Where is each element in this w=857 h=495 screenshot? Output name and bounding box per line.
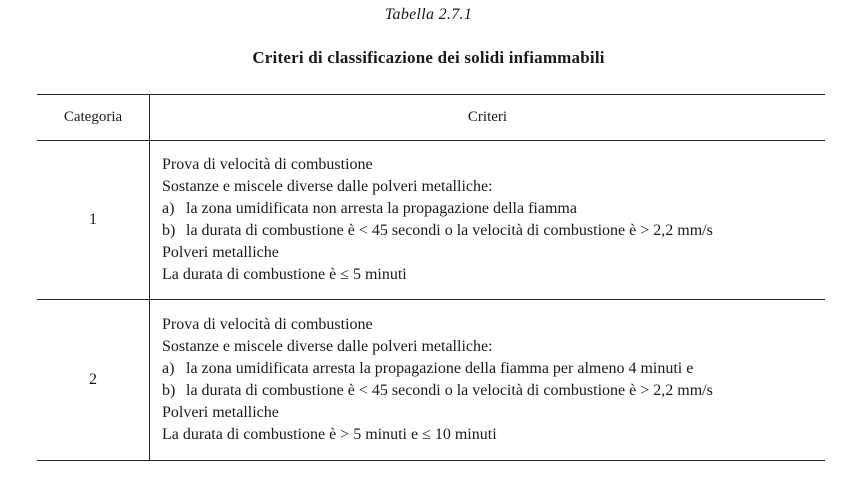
item-text: la zona umidificata arresta la propagazione della fiamma per almeno 4 minuti e bbox=[186, 360, 694, 377]
criteria-item-a bbox=[162, 358, 825, 380]
criteria-item-b bbox=[162, 220, 825, 242]
metal-text: La durata di combustione è > 5 minuti e ≤ 10 minuti bbox=[162, 426, 497, 443]
item-letter: b) bbox=[162, 222, 176, 239]
criteria-heading: Prova di velocità di combustione bbox=[162, 156, 373, 173]
criteria-subheading: Sostanze e miscele diverse dalle polveri metalliche: bbox=[162, 338, 493, 355]
table-title: Criteri di classificazione dei solidi infiammabili bbox=[252, 48, 605, 67]
item-letter: a) bbox=[162, 360, 175, 377]
item-text: la durata di combustione è < 45 secondi o la velocità di combustione è > 2,2 mm/s bbox=[186, 382, 713, 399]
category-cell: 2 bbox=[37, 300, 150, 461]
item-text: la zona umidificata non arresta la propagazione della fiamma bbox=[186, 200, 577, 217]
criteria-item-b bbox=[162, 380, 825, 402]
table-body bbox=[37, 141, 825, 461]
table-row bbox=[37, 300, 825, 461]
item-letter: a) bbox=[162, 200, 175, 217]
criteria-cell bbox=[150, 141, 826, 300]
category-cell: 1 bbox=[37, 141, 150, 300]
table-header bbox=[37, 95, 825, 141]
table-row bbox=[37, 141, 825, 300]
item-text: la durata di combustione è < 45 secondi o la velocità di combustione è > 2,2 mm/s bbox=[186, 222, 713, 239]
criteria-subheading: Sostanze e miscele diverse dalle polveri metalliche: bbox=[162, 178, 493, 195]
metal-heading: Polveri metalliche bbox=[162, 244, 279, 261]
metal-heading: Polveri metalliche bbox=[162, 404, 279, 421]
metal-text: La durata di combustione è ≤ 5 minuti bbox=[162, 266, 407, 283]
header-category: Categoria bbox=[37, 95, 150, 141]
criteria-heading: Prova di velocità di combustione bbox=[162, 316, 373, 333]
table-caption: Tabella 2.7.1 bbox=[384, 6, 473, 23]
header-row bbox=[37, 95, 825, 141]
criteria-table bbox=[37, 94, 825, 461]
criteria-item-a bbox=[162, 198, 825, 220]
item-letter: b) bbox=[162, 382, 176, 399]
criteria-cell bbox=[150, 300, 826, 461]
header-criteria: Criteri bbox=[467, 109, 508, 125]
